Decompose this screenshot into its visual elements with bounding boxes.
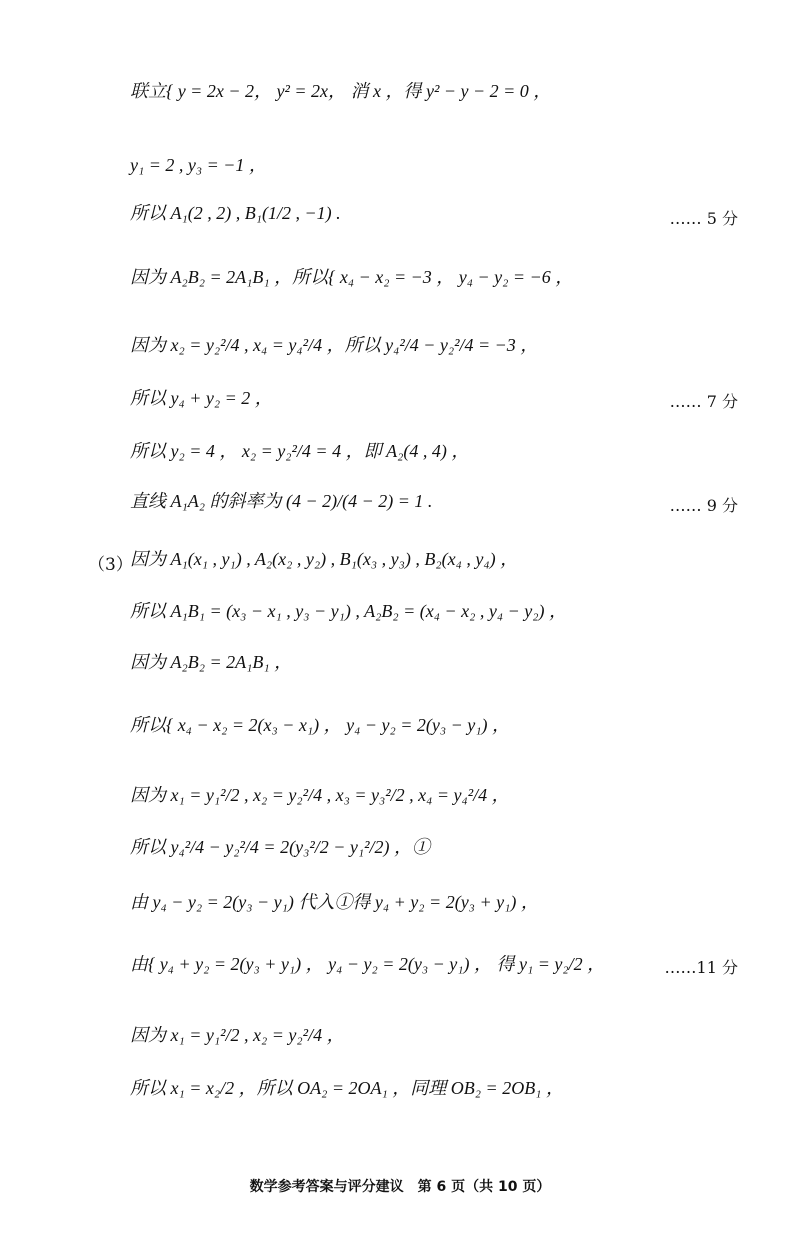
text-line: y₁ = 2 , y₃ = −1 ， [130, 155, 267, 175]
text-line: 由 y₄ − y₂ = 2(y₃ − y₁) 代入①得 y₄ + y₂ = 2(y₃ + y₁) ， [130, 892, 539, 912]
text-line: 所以 x₁ = x₂/2 ，所以 OA₂ = 2OA₁ ，同理 OB₂ = 2OB₁ ， [130, 1078, 564, 1098]
score-mark: ……11 分 [664, 958, 738, 977]
text-line: 联立{ y = 2x − 2， y² = 2x， 消 x ，得 y² − y − 2 = 0 ， [130, 81, 552, 101]
text-line: 由{ y₄ + y₂ = 2(y₃ + y₁) ， y₄ − y₂ = 2(y₃ − y₁) ， 得 y₁ = y₂/2 ， [130, 954, 606, 974]
text-line: 因为 x₂ = y₂²/4 , x₄ = y₄²/4 ，所以 y₄²/4 − y₂²/4 = −3 ， [130, 335, 539, 355]
score-mark: …… 5 分 [669, 209, 738, 228]
text-line: 所以 y₄ + y₂ = 2 ， [130, 388, 273, 408]
text-line: 因为 A₂B₂ = 2A₁B₁ ， [130, 652, 293, 672]
text-line: 因为 x₁ = y₁²/2 , x₂ = y₂²/4 , x₃ = y₃²/2 , x₄ = y₄²/4 ， [130, 785, 510, 805]
text-line: 直线 A₁A₂ 的斜率为 (4 − 2)/(4 − 2) = 1 . [130, 491, 433, 511]
score-mark: …… 9 分 [669, 496, 738, 515]
text-line: 因为 A₁(x₁ , y₁) , A₂(x₂ , y₂) , B₁(x₃ , y₃) , B₂(x₄ , y₄) ， [130, 549, 519, 569]
text-line: 所以 A₁B₁ = (x₃ − x₁ , y₃ − y₁) , A₂B₂ = (x₄ − x₂ , y₄ − y₂) ， [130, 601, 568, 621]
page-footer: 数学参考答案与评分建议 第 6 页（共 10 页） [249, 1179, 551, 1195]
part-label: （3） [88, 555, 133, 575]
score-mark: …… 7 分 [669, 392, 738, 411]
text-line: 因为 x₁ = y₁²/2 , x₂ = y₂²/4 ， [130, 1025, 345, 1045]
text-line: 因为 A₂B₂ = 2A₁B₁ ，所以{ x₄ − x₂ = −3 ， y₄ − y₂ = −6 ， [130, 267, 574, 287]
text-line: 所以{ x₄ − x₂ = 2(x₃ − x₁) ， y₄ − y₂ = 2(y₃ − y₁) ， [130, 715, 511, 735]
text-line: 所以 y₂ = 4 ， x₂ = y₂²/4 = 4 ，即 A₂(4 , 4) ， [130, 441, 470, 461]
text-line: 所以 A₁(2 , 2) , B₁(1/2 , −1) . [130, 203, 341, 223]
text-line: 所以 y₄²/4 − y₂²/4 = 2(y₃²/2 − y₁²/2) ，① [130, 837, 431, 857]
